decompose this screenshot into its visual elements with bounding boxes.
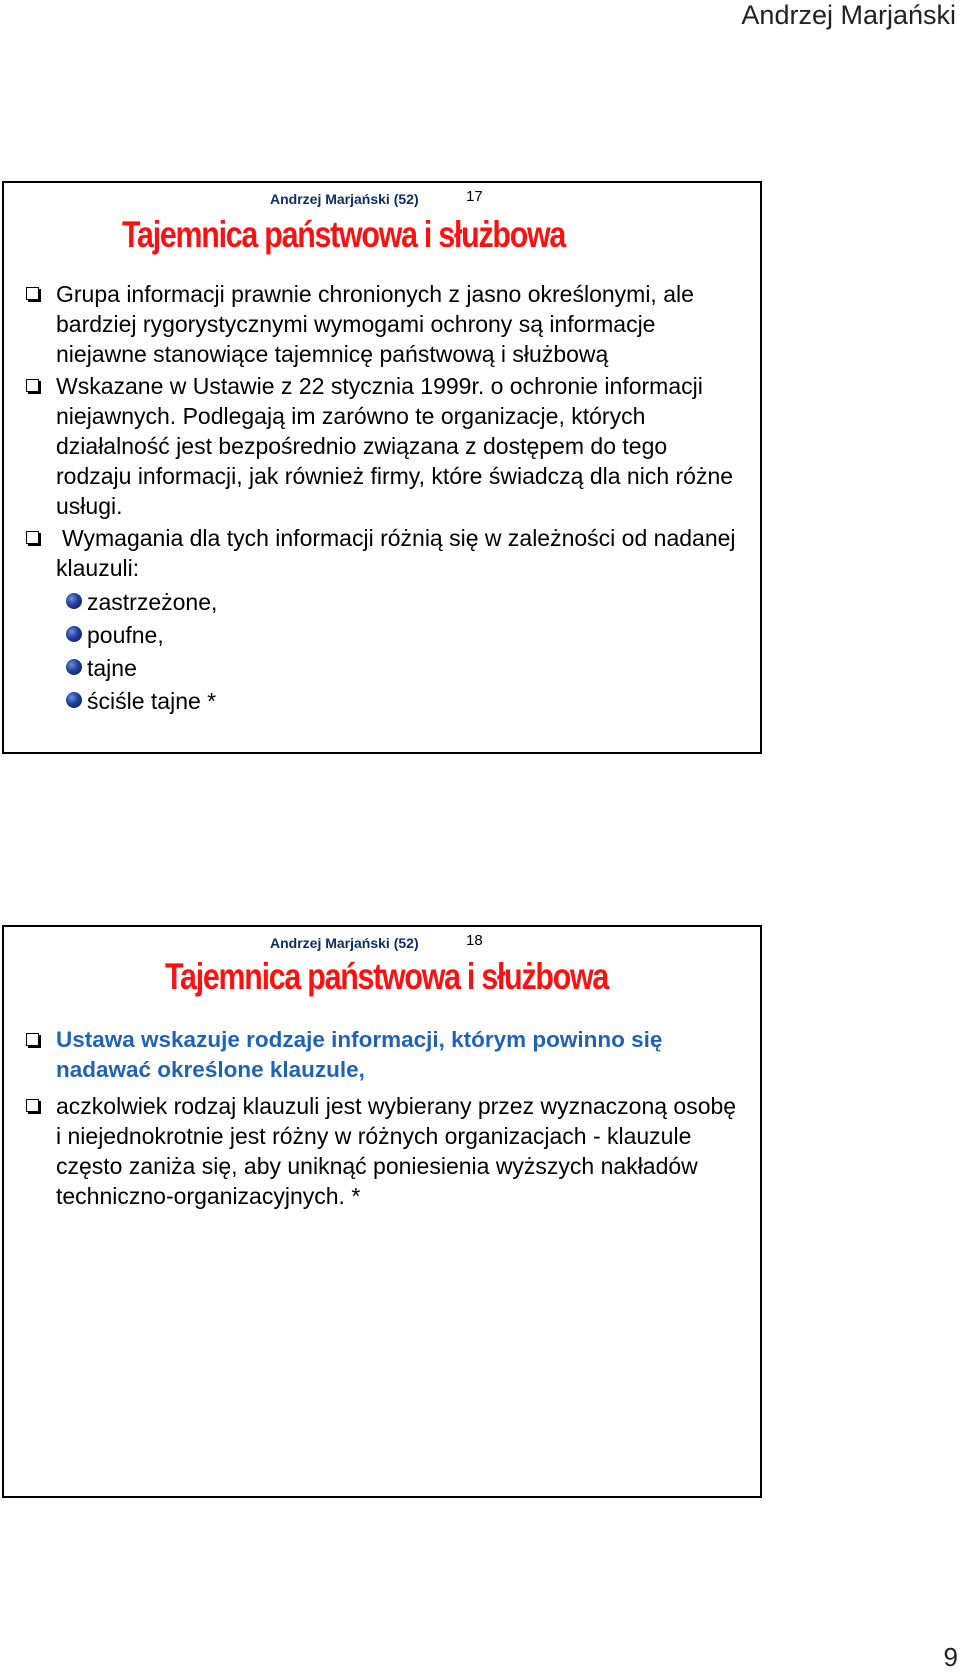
slide-number: 18 [466,932,483,949]
bullet-text: aczkolwiek rodzaj klauzuli jest wybierany przez wyznaczoną osobę i niejednokrotnie jest różny w różnych organizacjach - klauzule często zaniża się, aby uniknąć poniesienia wyższych nakładów techniczno-organizacyjnych. * [56,1093,737,1209]
sub-item-text: tajne [87,655,137,681]
sub-item-text: ściśle tajne * [87,688,217,714]
blue-ball-bullet-icon [66,593,82,609]
bullet-item [26,523,746,716]
bullet-list [26,279,746,719]
bullet-list [26,1025,746,1213]
bullet-item [26,1091,746,1211]
checkbox-bullet-icon [26,1033,39,1046]
blue-ball-bullet-icon [66,659,82,675]
bullet-item [26,279,746,369]
bullet-text: Ustawa wskazuje rodzaje informacji, którym powinno się nadawać określone klauzule, [56,1027,663,1082]
bullet-item [26,1025,746,1085]
blue-ball-bullet-icon [66,626,82,642]
sub-item-text: zastrzeżone, [87,589,218,615]
blue-ball-bullet-icon [66,692,82,708]
classification-list [56,587,746,716]
checkbox-bullet-icon [26,379,39,392]
sub-item-text: poufne, [87,622,164,648]
slide-title: Tajemnica państwowa i służbowa [165,956,609,997]
checkbox-bullet-icon [26,287,39,300]
slide-title: Tajemnica państwowa i służbowa [122,214,566,255]
sub-list-item [56,653,746,683]
bullet-text: Wskazane w Ustawie z 22 stycznia 1999r. o ochronie informacji niejawnych. Podlegają im zarówno te organizacje, których działalność jest bezpośrednio związana z dostępem do tego rodzaju informacji, jak również firmy, które świadczą dla nich różne usługi. [56,373,734,519]
slide-author: Andrzej Marjański (52) [270,935,419,951]
sub-list-item [56,620,746,650]
sub-list-item [56,686,746,716]
slide-author: Andrzej Marjański (52) [270,191,419,207]
slide-number: 17 [466,188,483,205]
page-header: Andrzej Marjański [741,0,956,30]
bullet-text: Grupa informacji prawnie chronionych z jasno określonymi, ale bardziej rygorystycznymi wymogami ochrony są informacje niejawne stanowiące tajemnicę państwową i służbową [56,281,694,367]
checkbox-bullet-icon [26,1099,39,1112]
sub-list-item [56,587,746,617]
bullet-text: Wymagania dla tych informacji różnią się w zależności od nadanej klauzuli: [56,525,736,581]
slide-18 [2,925,762,1498]
bullet-item [26,371,746,521]
slide-17 [2,181,762,754]
page-number: 9 [943,1642,958,1672]
checkbox-bullet-icon [26,531,39,544]
